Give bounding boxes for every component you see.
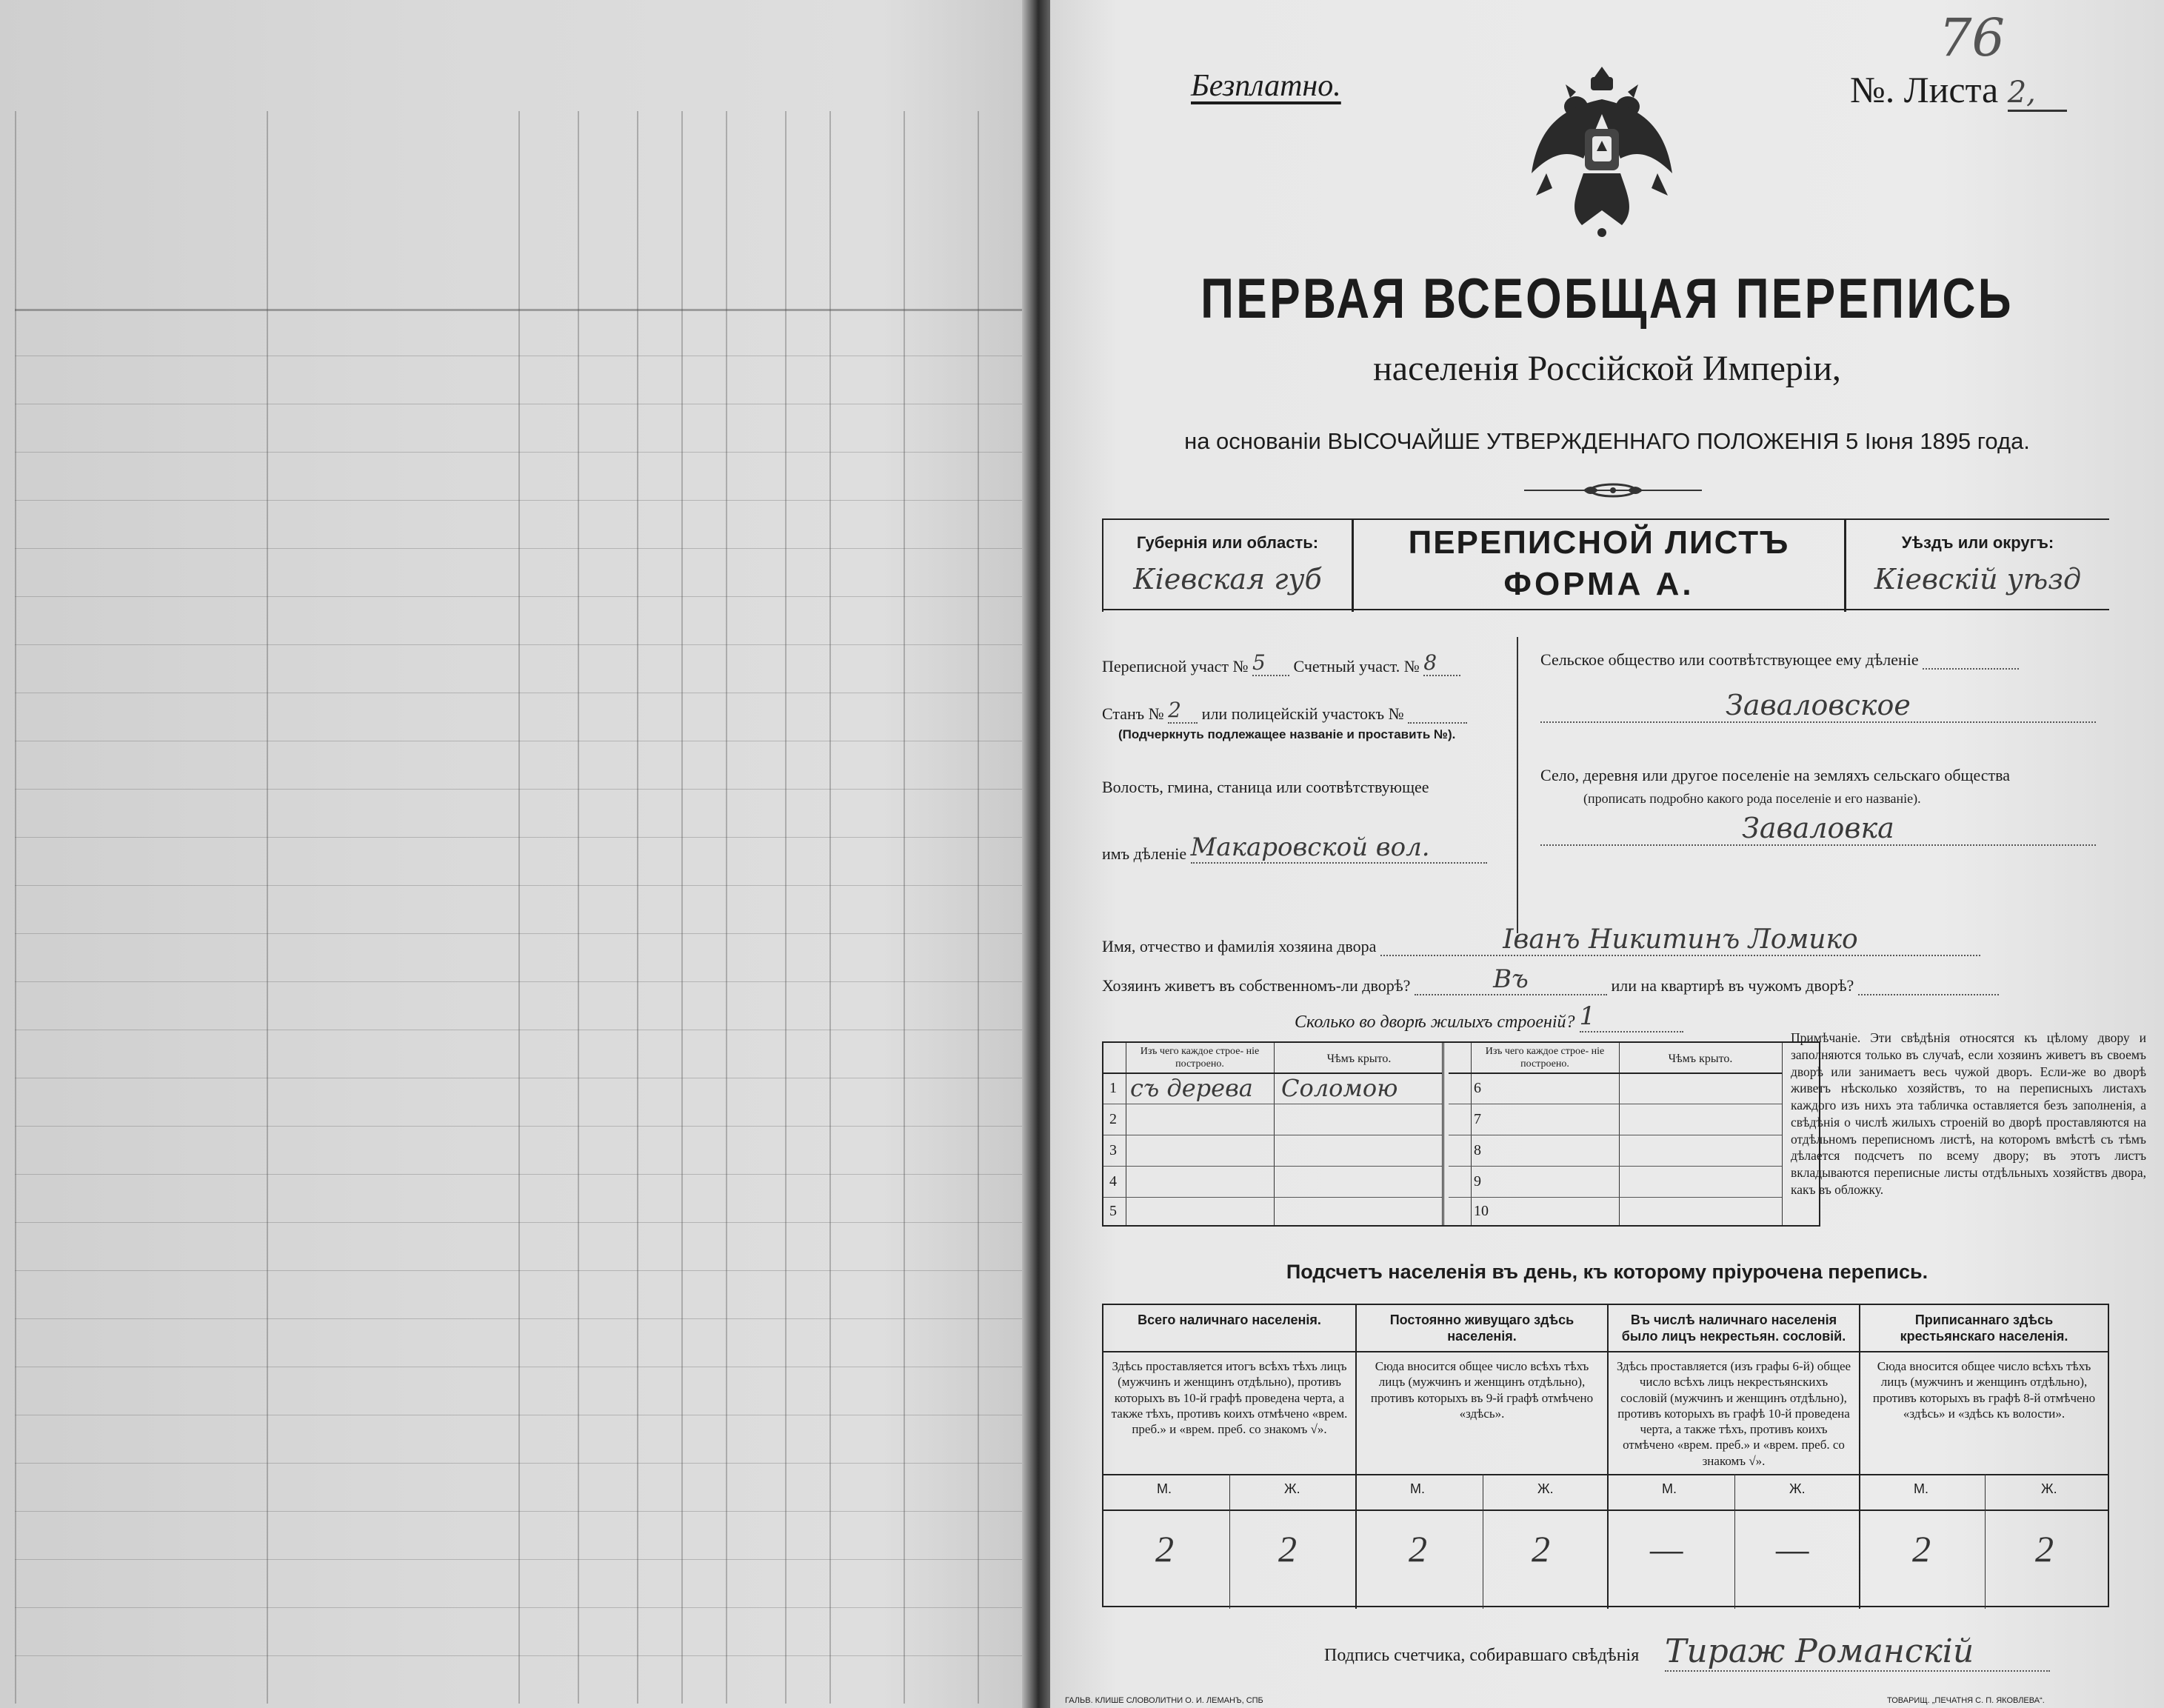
census-district-label: Переписной участ № bbox=[1102, 657, 1249, 675]
own-yard-label: Хозяинъ живетъ въ собственномъ-ли дворѣ? bbox=[1102, 976, 1411, 995]
buildings-table-left bbox=[1103, 1043, 1444, 1225]
population-col-permanent bbox=[1355, 1305, 1607, 1609]
left-page-header-row bbox=[15, 111, 1029, 311]
nonpeasant-description: Здѣсь проставляется (изъ графы 6-й) общее число всѣхъ лицъ некрестьянскихъ сословій (мужчинъ и женщинъ отдѣльно), противъ которыхъ въ графѣ 10-й проведена черта, а также тѣхъ, противъ коихъ отмѣчено «врем. преб.» и «врем. преб. со знакомъ √». bbox=[1616, 1359, 1851, 1468]
male-label: М. bbox=[1914, 1481, 1928, 1496]
material-header: Изъ чего каждое строе- ніе построено. bbox=[1140, 1046, 1260, 1070]
male-label: М. bbox=[1157, 1481, 1172, 1496]
census-basis: на основаніи ВЫСОЧАЙШЕ УТВЕРЖДЕННАГО ПОЛОЖЕНІЯ 5 Іюня 1895 года. bbox=[1184, 428, 2030, 454]
district-value: Кіевскій уѣзд bbox=[1874, 563, 2082, 596]
population-col-registered bbox=[1859, 1305, 2108, 1609]
volost-value: Макаровской вол. bbox=[1191, 833, 1487, 864]
material-header: Изъ чего каждое строе- ніе построено. bbox=[1485, 1046, 1605, 1070]
permanent-header: Постоянно живущаго здѣсь населенія. bbox=[1389, 1312, 1574, 1344]
left-page-grid bbox=[15, 111, 1029, 1704]
count-district-value: 8 bbox=[1423, 650, 1460, 676]
row-number: 9 bbox=[1474, 1173, 1481, 1190]
roof-header: Чѣмъ крыто. bbox=[1326, 1053, 1392, 1065]
row-number: 2 bbox=[1109, 1111, 1117, 1127]
permanent-female-value: 2 bbox=[1532, 1528, 1550, 1569]
population-col-present bbox=[1103, 1305, 1355, 1609]
buildings-field bbox=[1295, 1001, 1683, 1033]
row-number: 3 bbox=[1109, 1142, 1117, 1158]
census-district-field bbox=[1102, 650, 1460, 676]
page-number-mark: 76 bbox=[1939, 7, 2006, 68]
row1-roof-value: Соломою bbox=[1281, 1074, 1398, 1102]
signature-label: Подпись счетчика, собиравшаго свѣдѣнія bbox=[1324, 1646, 1640, 1665]
nonpeasant-female-value: — bbox=[1776, 1528, 1809, 1569]
form-title: ПЕРЕПИСНОЙ ЛИСТЪ bbox=[1408, 524, 1790, 561]
buildings-value: 1 bbox=[1580, 1001, 1683, 1033]
roof-header: Чѣмъ крыто. bbox=[1668, 1053, 1733, 1065]
village-label: Село, деревня или другое поселеніе на земляхъ сельскаго общества bbox=[1540, 766, 2011, 784]
rented-label: или на квартирѣ въ чужомъ дворѣ? bbox=[1611, 976, 1854, 995]
police-district-label: или полицейскій участокъ № bbox=[1201, 704, 1404, 723]
ornament-divider bbox=[1524, 481, 1702, 499]
row-number: 4 bbox=[1109, 1173, 1117, 1190]
population-table bbox=[1102, 1304, 2109, 1607]
book-spine bbox=[1022, 0, 1052, 1708]
owner-label: Имя, отчество и фамилія хозяина двора bbox=[1102, 937, 1377, 955]
female-label: Ж. bbox=[1537, 1481, 1554, 1496]
sheet-number-value: 2, bbox=[2008, 76, 2067, 112]
province-label: Губернія или область: bbox=[1136, 533, 1319, 552]
form-header-box bbox=[1102, 518, 2109, 610]
row-number: 8 bbox=[1474, 1142, 1481, 1158]
owner-value: Іванъ Никитинъ Ломико bbox=[1380, 924, 1980, 956]
district-label: Уѣздъ или округъ: bbox=[1901, 533, 2054, 552]
count-district-label: Счетный участ. № bbox=[1293, 657, 1420, 675]
census-form-page bbox=[1050, 0, 2164, 1708]
permanent-description: Сюда вносится общее число всѣхъ тѣхъ лицъ (мужчинъ и женщинъ отдѣльно), противъ которыхъ въ 9-й графѣ отмѣчено «здѣсь». bbox=[1370, 1359, 1594, 1421]
registered-male-value: 2 bbox=[1912, 1528, 1931, 1569]
province-cell bbox=[1102, 520, 1354, 612]
printer-footer-left: ГАЛЬВ. КЛИШЕ СЛОВОЛИТНИ О. И. ЛЕМАНЪ, СПБ bbox=[1065, 1696, 1263, 1705]
census-subtitle: населенія Россійской Имперіи, bbox=[1373, 349, 1841, 388]
male-label: М. bbox=[1662, 1481, 1677, 1496]
female-label: Ж. bbox=[1284, 1481, 1300, 1496]
owner-field bbox=[1102, 924, 1980, 956]
male-label: М. bbox=[1410, 1481, 1425, 1496]
nonpeasant-header: Въ числѣ наличнаго населенія было лицъ некрестьян. сословій. bbox=[1621, 1312, 1846, 1344]
permanent-male-value: 2 bbox=[1409, 1528, 1427, 1569]
sheet-number bbox=[1850, 68, 2067, 112]
row-number: 7 bbox=[1474, 1111, 1481, 1127]
society-dots bbox=[1923, 668, 2019, 670]
buildings-note: Примѣчаніе. Эти свѣдѣнія относятся къ цѣлому двору и заполняются только въ случаѣ, если хозяинъ живетъ въ своемъ дворѣ или занимаетъ весь чужой дворъ. Если-же во дворѣ живетъ нѣсколько хозяйствъ, то на переписныхъ листахъ каждого изъ нихъ эта табличка оставляется безъ заполненія, а свѣдѣнія о числѣ жилыхъ строеній во дворѣ проставляются на отдѣльномъ переписномъ листѣ, на которомъ вмѣстѣ съ тѣмъ дѣлается подсчетъ по всему двору; въ этотъ листъ вкладываются переписные листы отдѣльныхъ хозяйствъ двора, какъ въ обложку. bbox=[1791, 1030, 2146, 1197]
buildings-table bbox=[1102, 1041, 1820, 1227]
double-headed-eagle-emblem bbox=[1524, 62, 1680, 240]
fields-divider bbox=[1517, 637, 1518, 933]
left-page bbox=[0, 0, 1037, 1708]
volost-label-1: Волость, гмина, станица или соотвѣтствующее bbox=[1102, 778, 1429, 796]
row-number: 6 bbox=[1474, 1080, 1481, 1096]
society-value: Заваловское bbox=[1540, 689, 2096, 723]
present-female-value: 2 bbox=[1278, 1528, 1297, 1569]
nonpeasant-male-value: — bbox=[1650, 1528, 1683, 1569]
society-field bbox=[1540, 650, 2019, 670]
village-value: Заваловка bbox=[1540, 812, 2096, 846]
row-number: 1 bbox=[1109, 1080, 1117, 1096]
volost-field bbox=[1102, 833, 1487, 864]
buildings-table-right bbox=[1449, 1043, 1814, 1225]
census-district-value: 5 bbox=[1252, 650, 1289, 676]
sheet-number-label: №. Листа bbox=[1850, 69, 1999, 110]
rented-value bbox=[1858, 994, 1999, 995]
volost-label-2: имъ дѣленіе bbox=[1102, 844, 1187, 863]
population-col-nonpeasant bbox=[1607, 1305, 1859, 1609]
own-yard-field bbox=[1102, 964, 1999, 995]
printer-footer-right: ТОВАРИЩ. „ПЕЧАТНЯ С. П. ЯКОВЛЕВА“. bbox=[1887, 1696, 2045, 1705]
police-district-value bbox=[1408, 722, 1467, 724]
census-title: ПЕРВАЯ ВСЕОБЩАЯ ПЕРЕПИСЬ bbox=[1200, 267, 2014, 330]
stan-label: Станъ № bbox=[1102, 704, 1164, 723]
registered-description: Сюда вносится общее число всѣхъ тѣхъ лицъ (мужчинъ и женщинъ отдѣльно), противъ которыхъ въ графѣ 8-й отмѣчено «здѣсь» и «здѣсь къ волости». bbox=[1872, 1359, 2096, 1421]
present-header: Всего наличнаго населенія. bbox=[1138, 1312, 1321, 1327]
female-label: Ж. bbox=[2041, 1481, 2057, 1496]
row1-material-value: съ дерева bbox=[1130, 1074, 1253, 1102]
district-cell bbox=[1844, 520, 2109, 612]
underline-note: (Подчеркнуть подлежащее названіе и проставить №). bbox=[1118, 727, 1456, 741]
row-number: 5 bbox=[1109, 1203, 1117, 1219]
stan-field bbox=[1102, 698, 1467, 724]
signature-value: Тираж Романскій bbox=[1665, 1632, 2050, 1672]
society-label: Сельское общество или соотвѣтствующее ему дѣленіе bbox=[1540, 650, 1919, 669]
form-type: ФОРМА А. bbox=[1503, 566, 1694, 602]
present-male-value: 2 bbox=[1155, 1528, 1174, 1569]
population-count-title: Подсчетъ населенія въ день, къ которому пріурочена перепись. bbox=[1286, 1261, 1928, 1283]
present-description: Здѣсь проставляется итогъ всѣхъ тѣхъ лицъ (мужчинъ и женщинъ отдѣльно), противъ которыхъ въ 10-й графѣ проведена черта, а также тѣхъ, противъ коихъ отмѣчено «врем. преб.» и «врем. преб. со знакомъ √». bbox=[1111, 1359, 1348, 1436]
row-number: 10 bbox=[1474, 1203, 1489, 1219]
registered-header: Приписаннаго здѣсь крестьянскаго населенія. bbox=[1900, 1312, 2068, 1344]
province-value: Кіевская губ bbox=[1133, 563, 1322, 596]
village-note: (прописать подробно какого рода поселеніе и его названіе). bbox=[1583, 791, 1921, 806]
buildings-label: Сколько во дворѣ жилыхъ строеній? bbox=[1295, 1013, 1575, 1032]
female-label: Ж. bbox=[1789, 1481, 1806, 1496]
own-yard-value: Въ bbox=[1415, 964, 1607, 995]
free-label: Безплатно. bbox=[1191, 69, 1341, 103]
stan-value: 2 bbox=[1168, 698, 1198, 724]
registered-female-value: 2 bbox=[2035, 1528, 2054, 1569]
